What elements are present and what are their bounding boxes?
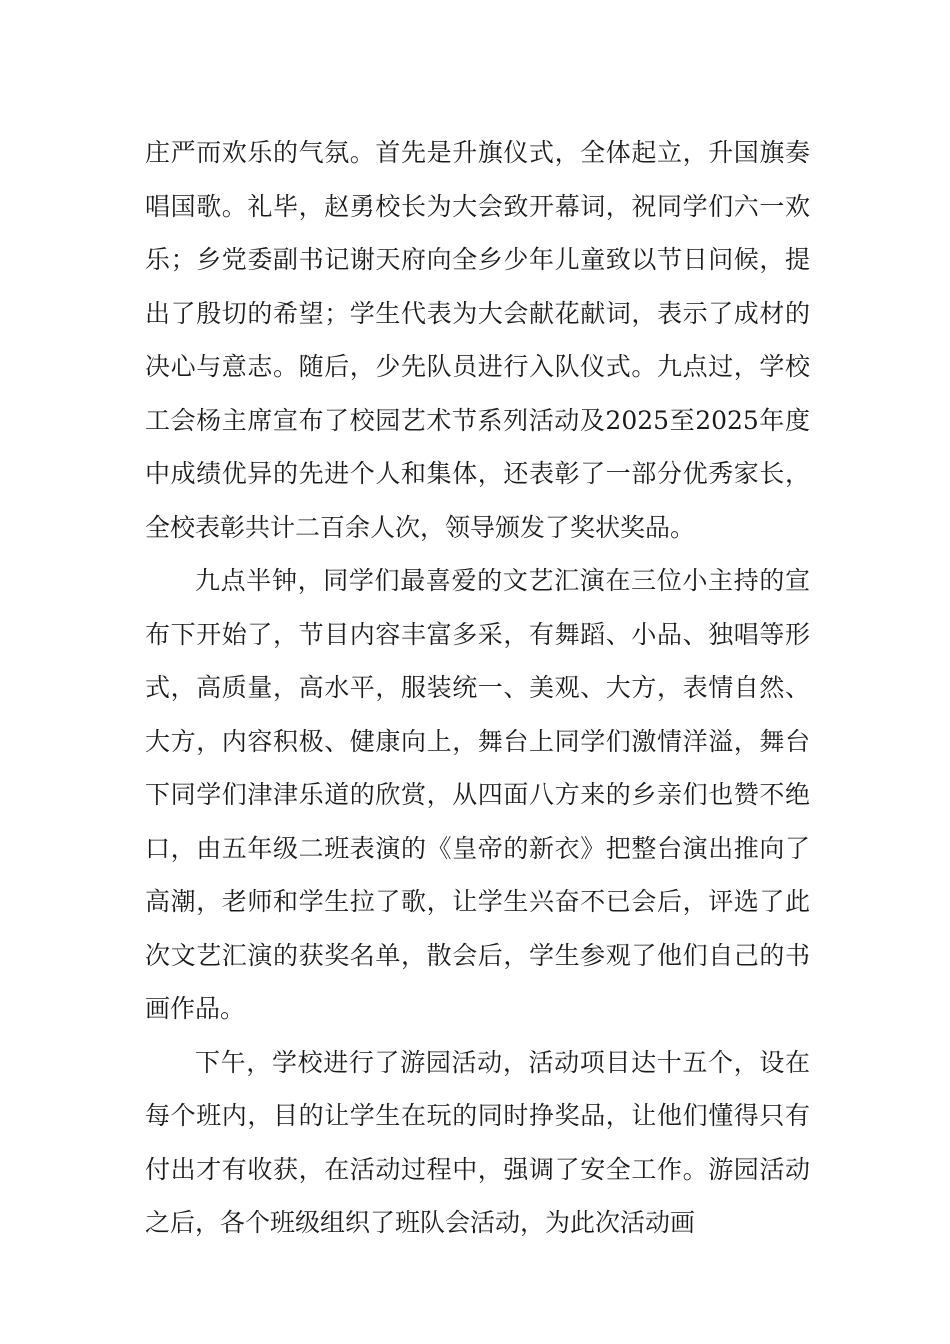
- paragraph-afternoon-activities: 下午，学校进行了游园活动，活动项目达十五个，设在每个班内，目的让学生在玩的同时挣奖品，让他们懂得只有付出才有收获，在活动过程中，强调了安全工作。游园活动之后，各个班级组织了班队会活动，为此次活动画: [145, 1047, 810, 1237]
- paragraph-performance: 九点半钟，同学们最喜爱的文艺汇演在三位小主持的宣布下开始了，节目内容丰富多采，有舞蹈、小品、独唱等形式，高质量，高水平，服装统一、美观、大方，表情自然、大方，内容积极、健康向上，舞台上同学们激情洋溢，舞台下同学们津津乐道的欣赏，从四面八方来的乡亲们也赞不绝口，由五年级二班表演的《皇帝的新衣》把整台演出推向了高潮，老师和学生拉了歌，让学生兴奋不已会后，评选了此次文艺汇演的获奖名单，散会后，学生参观了他们自己的书画作品。: [145, 566, 810, 1023]
- document-body: [145, 126, 810, 1250]
- paragraph-opening-ceremony: 庄严而欢乐的气氛。首先是升旗仪式，全体起立，升国旗奏唱国歌。礼毕，赵勇校长为大会致开幕词，祝同学们六一欢乐；乡党委副书记谢天府向全乡少年儿童致以节日问候，提出了殷切的希望；学生代表为大会献花献词，表示了成材的决心与意志。随后，少先队员进行入队仪式。九点过，学校工会杨主席宣布了校园艺术节系列活动及2025至2025年度中成绩优异的先进个人和集体，还表彰了一部分优秀家长，全校表彰共计二百余人次，领导颁发了奖状奖品。: [145, 138, 810, 542]
